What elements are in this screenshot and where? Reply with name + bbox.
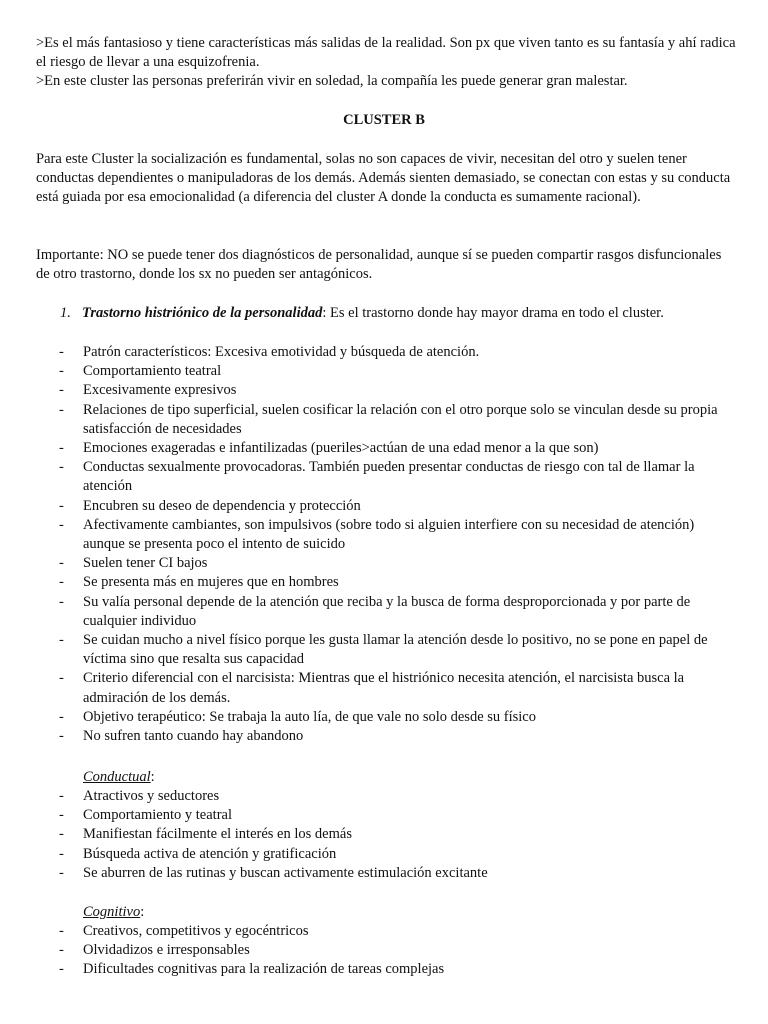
list-item-text: Excesivamente expresivos	[83, 382, 237, 399]
list-item	[59, 362, 739, 381]
list-item-text: Conductas sexualmente provocadoras. También pueden presentar conductas de riesgo con tal de llamar la atención	[83, 459, 695, 495]
list-item	[59, 941, 739, 960]
dash-marker: -	[59, 807, 64, 824]
list-item-text: Comportamiento teatral	[83, 363, 222, 380]
list-item	[59, 573, 739, 592]
dash-marker: -	[59, 923, 64, 939]
list-item-text: Afectivamente cambiantes, son impulsivos (sobre todo si alguien interfiere con su necesidad de atención) aunque se presenta poco el intento de suicido	[83, 516, 695, 553]
paragraph-text: Importante: NO se puede tener dos diagnósticos de personalidad, aunque sí se pueden compartir rasgos disfuncionales de otro trastorno, donde los sx no pueden ser antagónicos.	[36, 247, 722, 283]
paragraph-socializacion	[36, 150, 736, 208]
list-item-text: Patrón característicos: Excesiva emotividad y búsqueda de atención.	[83, 344, 480, 360]
list-item-text: Atractivos y seductores	[83, 788, 220, 804]
dash-marker: -	[59, 497, 64, 514]
dash-marker: -	[59, 516, 64, 533]
list-item	[59, 922, 739, 941]
list-item-text: Se cuidan mucho a nivel físico porque les gusta llamar la atención desde lo positivo, no se pone en papel de víctima sino que resalta sus capacidad	[83, 632, 708, 668]
subheading-colon: :	[150, 769, 155, 785]
list-item-text: Objetivo terapéutico: Se trabaja la auto lía, de que vale no solo desde su físico	[83, 708, 536, 725]
conductual-bullet-list	[59, 787, 739, 883]
list-item	[59, 708, 739, 727]
intro-line-2: >En este cluster las personas preferirán vivir en soledad, la compañía les puede generar gran malestar.	[36, 73, 628, 90]
histrionic-bullet-list	[59, 343, 739, 746]
dash-marker: -	[59, 708, 64, 725]
list-item	[59, 343, 739, 362]
subheading-cognitivo	[83, 903, 144, 922]
list-item-text: Su valía personal depende de la atención que reciba y la busca de forma desproporcionada y por parte de cualquier individuo	[83, 593, 691, 629]
list-item	[59, 727, 739, 746]
list-item-text: No sufren tanto cuando hay abandono	[83, 728, 304, 745]
list-item	[59, 554, 739, 573]
list-item	[59, 497, 739, 516]
list-item	[59, 401, 739, 439]
list-item	[59, 669, 739, 707]
list-item	[59, 864, 739, 883]
dash-marker: -	[59, 344, 64, 360]
dash-marker: -	[59, 864, 64, 881]
list-item-text: Manifiestan fácilmente el interés en los demás	[83, 826, 352, 843]
list-item-text: Comportamiento y teatral	[83, 807, 232, 824]
numbered-item-1	[60, 304, 740, 323]
paragraph-importante	[36, 246, 736, 284]
list-item-text: Relaciones de tipo superficial, suelen cosificar la relación con el otro porque solo se vinculan desde su propia satisfacción de necesidades	[83, 401, 718, 437]
list-item	[59, 845, 739, 864]
dash-marker: -	[59, 401, 64, 418]
dash-marker: -	[59, 440, 64, 457]
dash-marker: -	[59, 961, 64, 978]
list-item-text: Olvidadizos e irresponsables	[83, 942, 250, 959]
list-item-text: Se aburren de las rutinas y buscan activamente estimulación excitante	[83, 864, 488, 881]
list-item	[59, 806, 739, 825]
dash-marker: -	[59, 826, 64, 843]
dash-marker: -	[59, 728, 64, 745]
list-item-text: Criterio diferencial con el narcisista: Mientras que el histriónico necesita atención, el narcisista busca la admiración de los demás.	[83, 670, 685, 706]
list-item	[59, 516, 739, 554]
dash-marker: -	[59, 363, 64, 380]
list-item	[59, 593, 739, 631]
intro-line-1: >Es el más fantasioso y tiene características más salidas de la realidad. Son px que viven tanto es su fantasía y ahí radica el riesgo de llevar a una esquizofrenia.	[36, 35, 736, 71]
subheading-label: Cognitivo	[83, 904, 141, 920]
dash-marker: -	[59, 555, 64, 572]
dash-marker: -	[59, 942, 64, 959]
list-item	[59, 458, 739, 496]
list-item-text: Se presenta más en mujeres que en hombres	[83, 574, 339, 591]
list-item	[59, 825, 739, 844]
list-item	[59, 787, 739, 806]
subheading-conductual	[83, 768, 155, 787]
dash-marker: -	[59, 670, 64, 687]
paragraph-text: Para este Cluster la socialización es fundamental, solas no son capaces de vivir, necesitan del otro y suelen tener conductas dependientes o manipuladoras de los demás. Además sienten demasiado, se conectan con estas y su conducta está guiada por esa emocionalidad (a diferencia del cluster A donde la conducta es sumamente racional).	[36, 151, 731, 206]
section-heading: CLUSTER B	[343, 112, 425, 128]
dash-marker: -	[59, 632, 64, 649]
dash-marker: -	[59, 845, 64, 862]
intro-block	[36, 34, 736, 92]
item-number: 1.	[60, 305, 71, 321]
dash-marker: -	[59, 459, 64, 476]
list-item-text: Creativos, competitivos y egocéntricos	[83, 923, 309, 939]
dash-marker: -	[59, 788, 64, 804]
list-item	[59, 631, 739, 669]
list-item-text: Emociones exageradas e infantilizadas (pueriles>actúan de una edad menor a la que son)	[83, 440, 599, 457]
list-item-text: Búsqueda activa de atención y gratificación	[83, 845, 337, 862]
list-item	[59, 439, 739, 458]
cognitivo-bullet-list	[59, 922, 739, 980]
subheading-label: Conductual	[83, 769, 151, 785]
item-text: : Es el trastorno donde hay mayor drama en todo el cluster.	[322, 305, 664, 321]
list-item	[59, 960, 739, 979]
dash-marker: -	[59, 382, 64, 399]
dash-marker: -	[59, 593, 64, 610]
list-item	[59, 381, 739, 400]
dash-marker: -	[59, 574, 64, 591]
list-item-text: Encubren su deseo de dependencia y protección	[83, 497, 361, 514]
item-title: Trastorno histriónico de la personalidad	[82, 305, 323, 321]
list-item-text: Suelen tener CI bajos	[83, 555, 208, 572]
subheading-colon: :	[140, 904, 145, 920]
list-item-text: Dificultades cognitivas para la realización de tareas complejas	[83, 961, 445, 978]
